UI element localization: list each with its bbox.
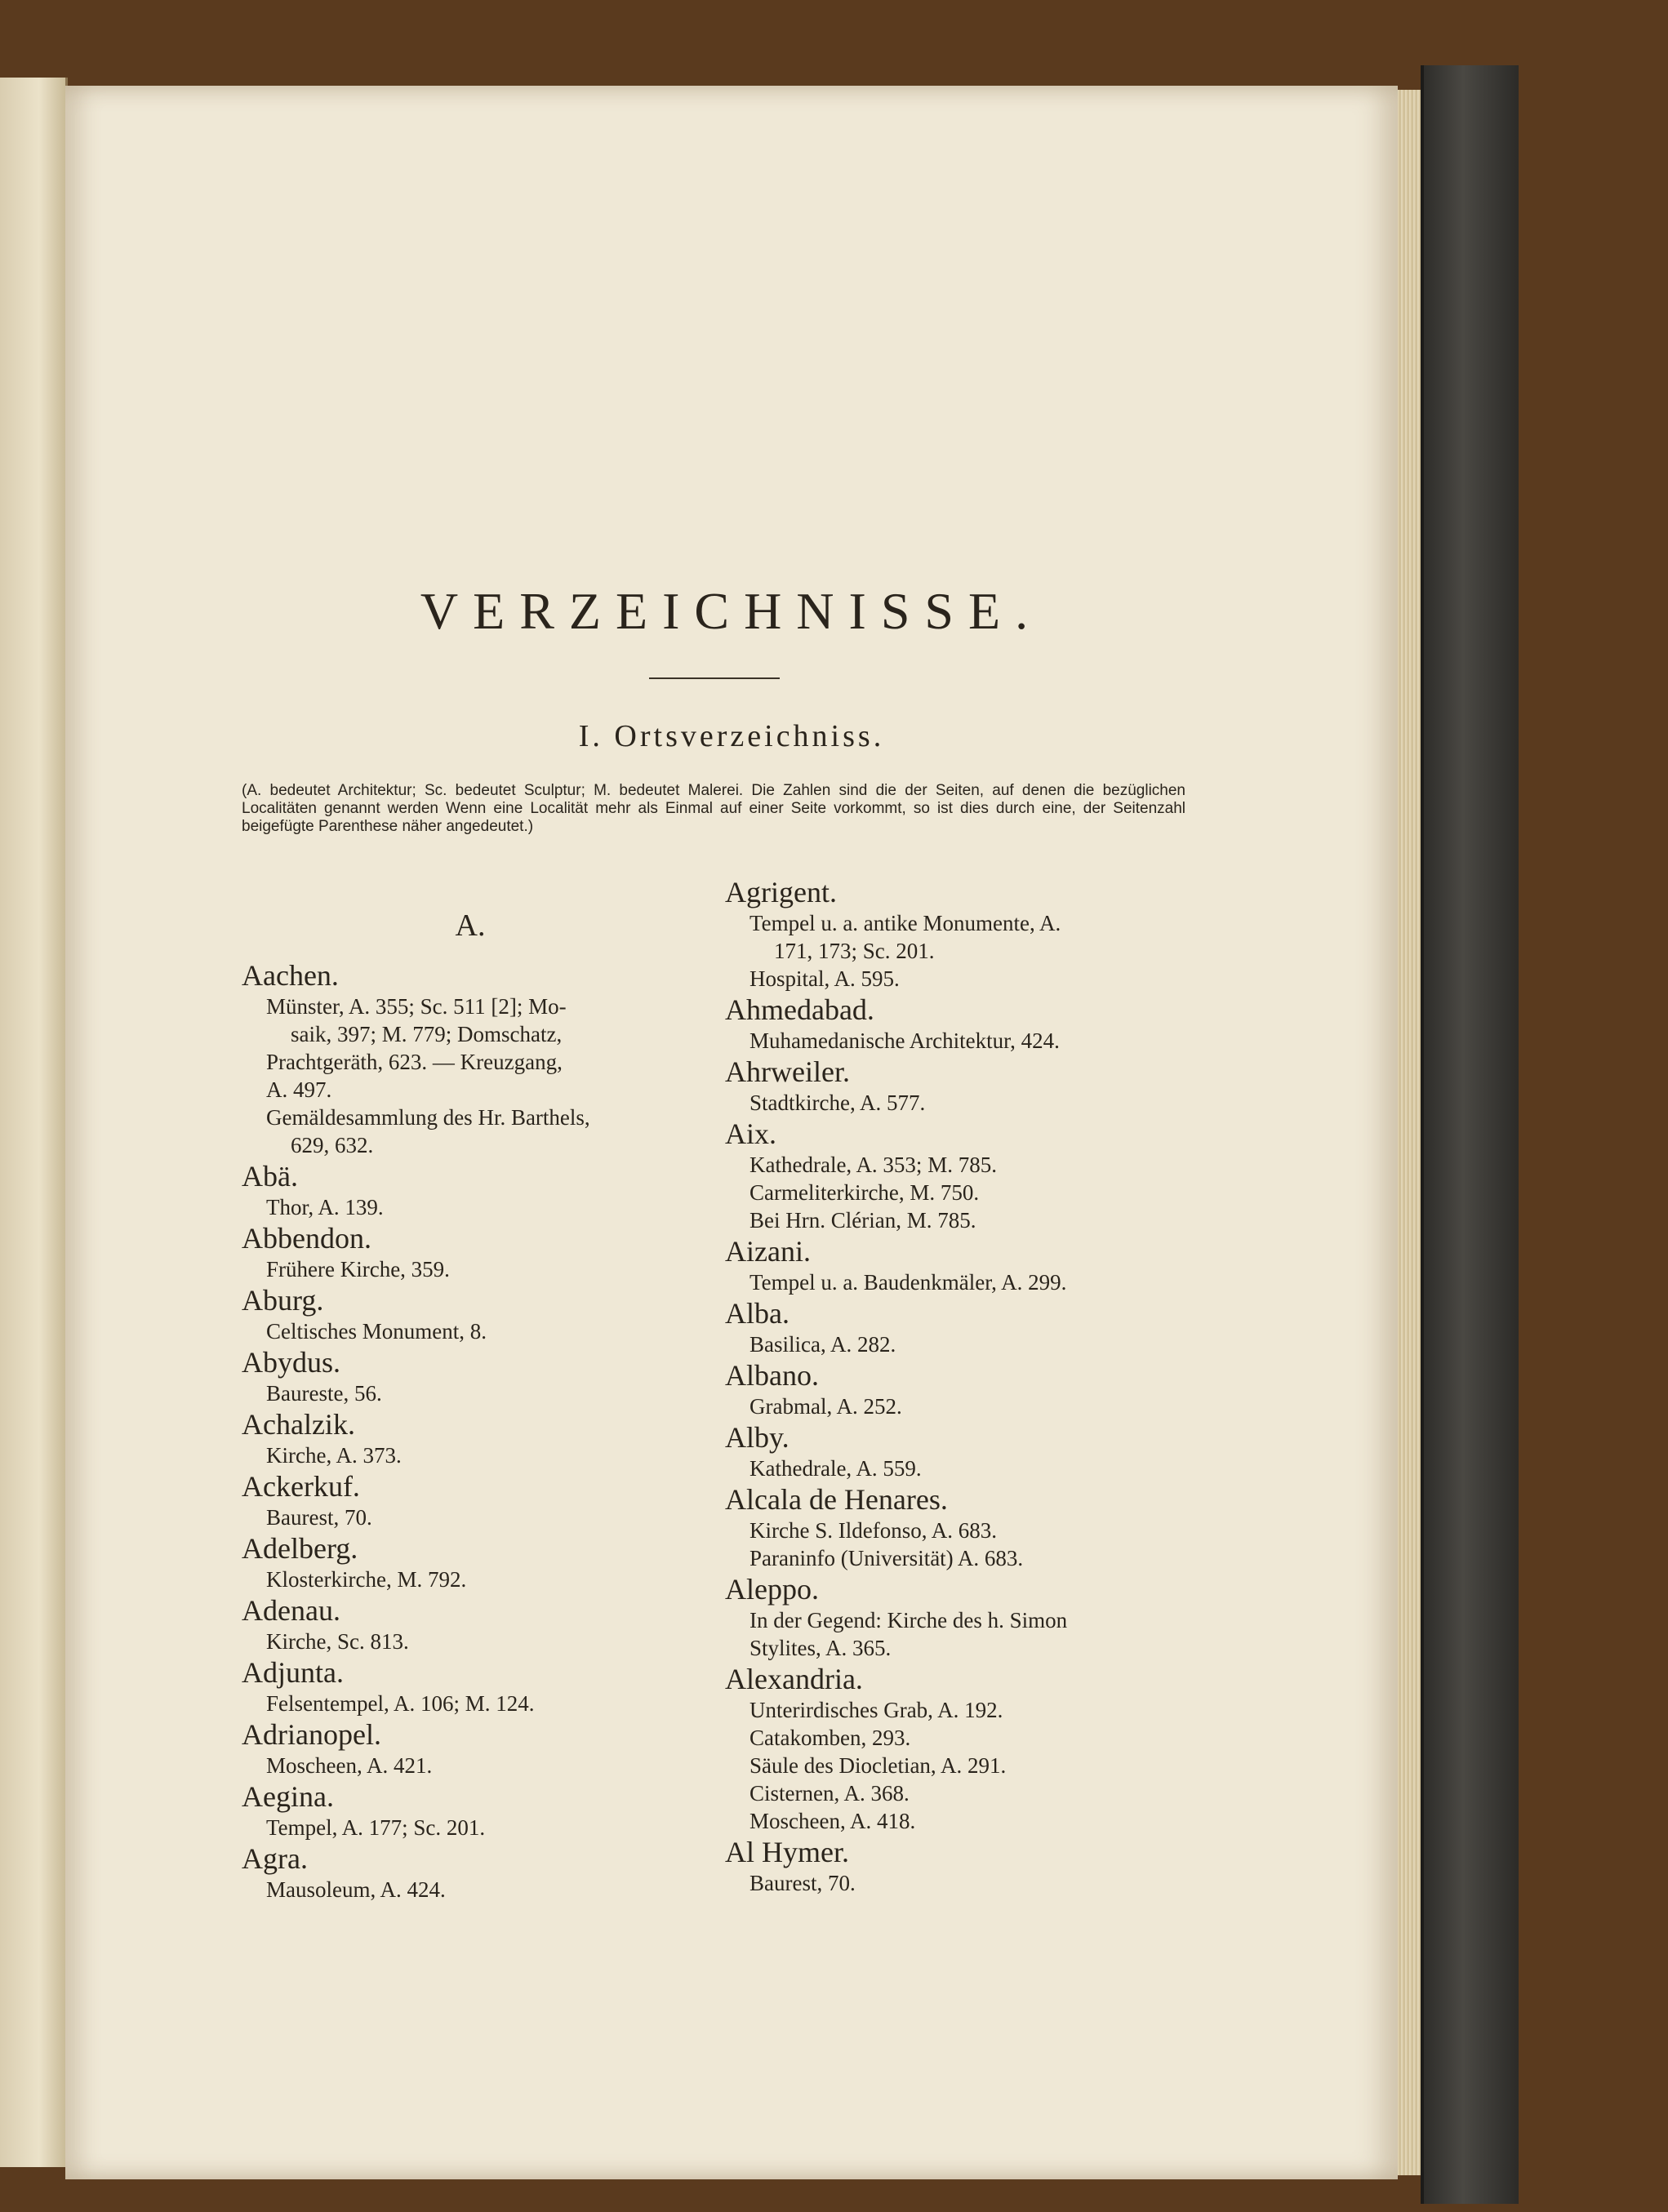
title-divider <box>649 677 780 679</box>
index-entry <box>242 1221 699 1283</box>
page-block-edges <box>1398 90 1421 2175</box>
place-detail: Kathedrale, A. 353; M. 785. <box>749 1153 997 1177</box>
place-detail: Hospital, A. 595. <box>749 966 900 991</box>
index-entry <box>725 1358 1207 1420</box>
place-detail: Mausoleum, A. 424. <box>266 1877 446 1902</box>
index-entry <box>242 1159 699 1221</box>
page-title: VERZEICHNISSE. <box>420 582 1043 640</box>
place-name: Ahrweiler. <box>725 1055 850 1088</box>
place-detail: Felsentempel, A. 106; M. 124. <box>266 1691 535 1716</box>
place-detail: Muhamedanische Architektur, 424. <box>749 1028 1060 1053</box>
place-detail: Stadtkirche, A. 577. <box>749 1090 926 1115</box>
place-detail: Catakomben, 293. <box>749 1726 911 1750</box>
place-name: Adelberg. <box>242 1532 358 1565</box>
place-detail: Stylites, A. 365. <box>749 1636 892 1660</box>
place-name: Alexandria. <box>725 1663 863 1695</box>
place-detail: Baurest, 70. <box>749 1871 856 1895</box>
place-name: Abä. <box>242 1160 298 1193</box>
place-detail: Baureste, 56. <box>266 1381 382 1406</box>
index-column-right <box>725 875 1207 1897</box>
index-entry <box>242 1593 699 1655</box>
place-detail: Tempel u. a. antike Monumente, A. <box>749 911 1061 935</box>
place-detail: Unterirdisches Grab, A. 192. <box>749 1698 1003 1722</box>
place-detail: Bei Hrn. Clérian, M. 785. <box>749 1208 976 1233</box>
book-cover-spine <box>1421 65 1522 2204</box>
place-name: Agra. <box>242 1842 308 1875</box>
place-detail: In der Gegend: Kirche des h. Simon <box>749 1608 1068 1632</box>
place-detail: Prachtgeräth, 623. — Kreuzgang, <box>266 1050 563 1074</box>
place-detail: 629, 632. <box>291 1133 374 1157</box>
place-name: Adenau. <box>242 1594 340 1627</box>
index-entry <box>725 1572 1207 1662</box>
index-entry <box>725 993 1207 1055</box>
index-entry <box>725 875 1207 993</box>
index-entry <box>242 1841 699 1903</box>
place-name: Al Hymer. <box>725 1836 849 1868</box>
place-detail: 171, 173; Sc. 201. <box>774 939 935 963</box>
place-detail: A. 497. <box>266 1077 332 1102</box>
place-detail: Moscheen, A. 418. <box>749 1809 916 1833</box>
place-detail: Frühere Kirche, 359. <box>266 1257 450 1281</box>
place-name: Alba. <box>725 1297 790 1330</box>
place-detail: Baurest, 70. <box>266 1505 372 1530</box>
place-detail: Grabmal, A. 252. <box>749 1394 902 1419</box>
index-entry <box>725 1055 1207 1117</box>
place-name: Adrianopel. <box>242 1718 381 1751</box>
place-detail: Säule des Diocletian, A. 291. <box>749 1753 1007 1778</box>
index-entry <box>725 1662 1207 1835</box>
index-entry <box>242 958 699 1159</box>
place-name: Agrigent. <box>725 876 837 908</box>
place-detail: Moscheen, A. 421. <box>266 1753 433 1778</box>
index-entry <box>725 1420 1207 1482</box>
index-entry <box>242 1469 699 1531</box>
index-list-right <box>725 875 1207 1897</box>
index-entry <box>242 1717 699 1779</box>
index-entry <box>242 1779 699 1841</box>
abbreviation-note: (A. bedeutet Architektur; Sc. bedeutet Sculptur; M. bedeutet Malerei. Die Zahlen sind die der Seiten, auf denen die bezüglichen Localitäten genannt werden Wenn eine Localität mehr als Einmal auf einer Seite vorkommt, so ist dies durch eine, der Seitenzahl beigefügte Parenthese näher angedeutet.) <box>242 782 1185 835</box>
place-detail: Kirche, Sc. 813. <box>266 1629 409 1654</box>
place-detail: Kirche S. Ildefonso, A. 683. <box>749 1518 997 1543</box>
place-name: Aburg. <box>242 1284 324 1317</box>
index-column-left <box>242 908 699 1903</box>
section-letter: A. <box>455 908 486 943</box>
place-name: Aachen. <box>242 959 339 992</box>
place-detail: Münster, A. 355; Sc. 511 [2]; Mo- <box>266 994 567 1019</box>
place-detail: Cisternen, A. 368. <box>749 1781 910 1806</box>
index-entry <box>242 1531 699 1593</box>
index-entry <box>242 1407 699 1469</box>
place-name: Aegina. <box>242 1780 334 1813</box>
place-name: Aleppo. <box>725 1573 819 1606</box>
index-entry <box>242 1345 699 1407</box>
place-name: Achalzik. <box>242 1408 355 1441</box>
background-surface <box>1519 49 1668 2212</box>
index-entry <box>725 1234 1207 1296</box>
place-name: Ackerkuf. <box>242 1470 360 1503</box>
place-detail: saik, 397; M. 779; Domschatz, <box>291 1022 563 1046</box>
place-detail: Tempel, A. 177; Sc. 201. <box>266 1815 486 1840</box>
place-name: Alby. <box>725 1421 790 1454</box>
place-name: Aizani. <box>725 1235 811 1268</box>
place-detail: Kirche, A. 373. <box>266 1443 402 1468</box>
index-entry <box>725 1117 1207 1234</box>
index-list-left <box>242 958 699 1903</box>
index-entry <box>725 1835 1207 1897</box>
place-detail: Paraninfo (Universität) A. 683. <box>749 1546 1024 1570</box>
place-name: Albano. <box>725 1359 819 1392</box>
place-name: Abbendon. <box>242 1222 371 1255</box>
place-detail: Celtisches Monument, 8. <box>266 1319 487 1344</box>
place-detail: Thor, A. 139. <box>266 1195 384 1219</box>
index-entry <box>242 1283 699 1345</box>
place-name: Adjunta. <box>242 1656 344 1689</box>
index-entry <box>725 1482 1207 1572</box>
place-detail: Klosterkirche, M. 792. <box>266 1567 467 1592</box>
place-detail: Basilica, A. 282. <box>749 1332 896 1357</box>
place-detail: Gemäldesammlung des Hr. Barthels, <box>266 1105 590 1130</box>
index-entry <box>725 1296 1207 1358</box>
place-detail: Carmeliterkirche, M. 750. <box>749 1180 980 1205</box>
section-title: I. Ortsverzeichniss. <box>578 719 885 753</box>
place-name: Aix. <box>725 1117 776 1150</box>
place-detail: Kathedrale, A. 559. <box>749 1456 922 1481</box>
place-name: Ahmedabad. <box>725 993 874 1026</box>
place-detail: Tempel u. a. Baudenkmäler, A. 299. <box>749 1270 1067 1295</box>
left-page-edge <box>0 78 68 2167</box>
index-entry <box>242 1655 699 1717</box>
place-name: Alcala de Henares. <box>725 1483 948 1516</box>
place-name: Abydus. <box>242 1346 341 1379</box>
